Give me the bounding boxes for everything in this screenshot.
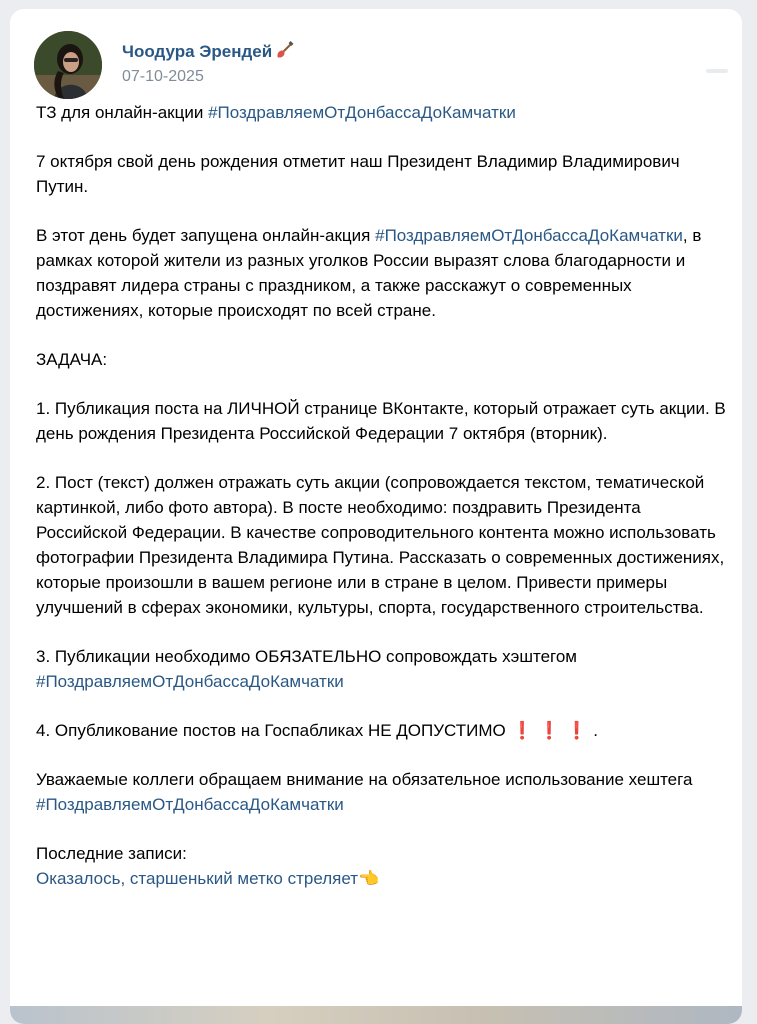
paragraph-2-suffix: , в рамках которой жители из разных уголков России выразят слова благодарности и поздравят лидера страны с праздником, а также расскажут о современных достижениях, которые происходят по всей стране.: [36, 226, 702, 320]
guitar-icon: [276, 41, 294, 59]
post-header: [34, 31, 724, 101]
task-item-2: 2. Пост (текст) должен отражать суть акции (сопровождается текстом, тематической картинкой, либо фото автора). В посте необходимо: поздравить Президента Российской Федерации. В качестве сопроводительного контента можно использовать фотографии Президента Владимира Путина. Рассказать о современных достижениях, которые произошли в вашем регионе или в стране в целом. Привести примеры улучшений в сферах экономики, культуры, спорта, государственного строительства.: [36, 473, 725, 617]
closing-prefix: Уважаемые коллеги обращаем внимание на обязательное использование хештега: [36, 770, 693, 789]
recent-post-link[interactable]: Оказалось, старшенький метко стреляет: [36, 869, 359, 888]
hashtag-link[interactable]: #ПоздравляемОтДонбассаДоКамчатки: [208, 103, 516, 122]
item-4-end: .: [593, 721, 598, 740]
hashtag-link[interactable]: #ПоздравляемОтДонбассаДоКамчатки: [36, 672, 344, 691]
avatar[interactable]: [34, 31, 102, 99]
closing-paragraph: [36, 767, 726, 817]
paragraph-2: [36, 223, 726, 323]
paragraph-1: 7 октября свой день рождения отметит наш Президент Владимир Владимирович Путин.: [36, 152, 680, 196]
author-name[interactable]: Чоодура Эрендей: [122, 42, 273, 61]
pointing-hand-icon: 👈: [358, 869, 380, 888]
item-3-prefix: 3. Публикации необходимо ОБЯЗАТЕЛЬНО сопровождать хэштегом: [36, 647, 577, 666]
attachment-image-preview[interactable]: [10, 1006, 742, 1024]
recent-post-line: [36, 866, 726, 891]
paragraph-2-prefix: В этот день будет запущена онлайн-акция: [36, 226, 376, 245]
post-card: [10, 9, 742, 1024]
hashtag-link[interactable]: #ПоздравляемОтДонбассаДоКамчатки: [36, 795, 344, 814]
task-item-3: [36, 644, 726, 694]
item-4-text: 4. Опубликование постов на Госпабликах НЕ ДОПУСТИМО: [36, 721, 506, 740]
post-date[interactable]: 07-10-2025: [122, 68, 204, 85]
more-options-icon[interactable]: [706, 69, 728, 73]
task-item-4: [36, 718, 726, 743]
title-prefix: ТЗ для онлайн-акции: [36, 103, 209, 122]
author-name-link[interactable]: [122, 41, 294, 62]
post-text: [36, 100, 726, 891]
avatar-image: [34, 31, 102, 99]
task-heading: ЗАДАЧА:: [36, 350, 108, 369]
post-title-line: [36, 100, 726, 125]
recent-label: Последние записи:: [36, 844, 187, 863]
hashtag-link[interactable]: #ПоздравляемОтДонбассаДоКамчатки: [375, 226, 683, 245]
task-item-1: 1. Публикация поста на ЛИЧНОЙ странице ВКонтакте, который отражает суть акции. В день рождения Президента Российской Федерации 7 октября (вторник).: [36, 399, 726, 443]
exclamation-icons: ❗❗❗: [511, 721, 594, 740]
